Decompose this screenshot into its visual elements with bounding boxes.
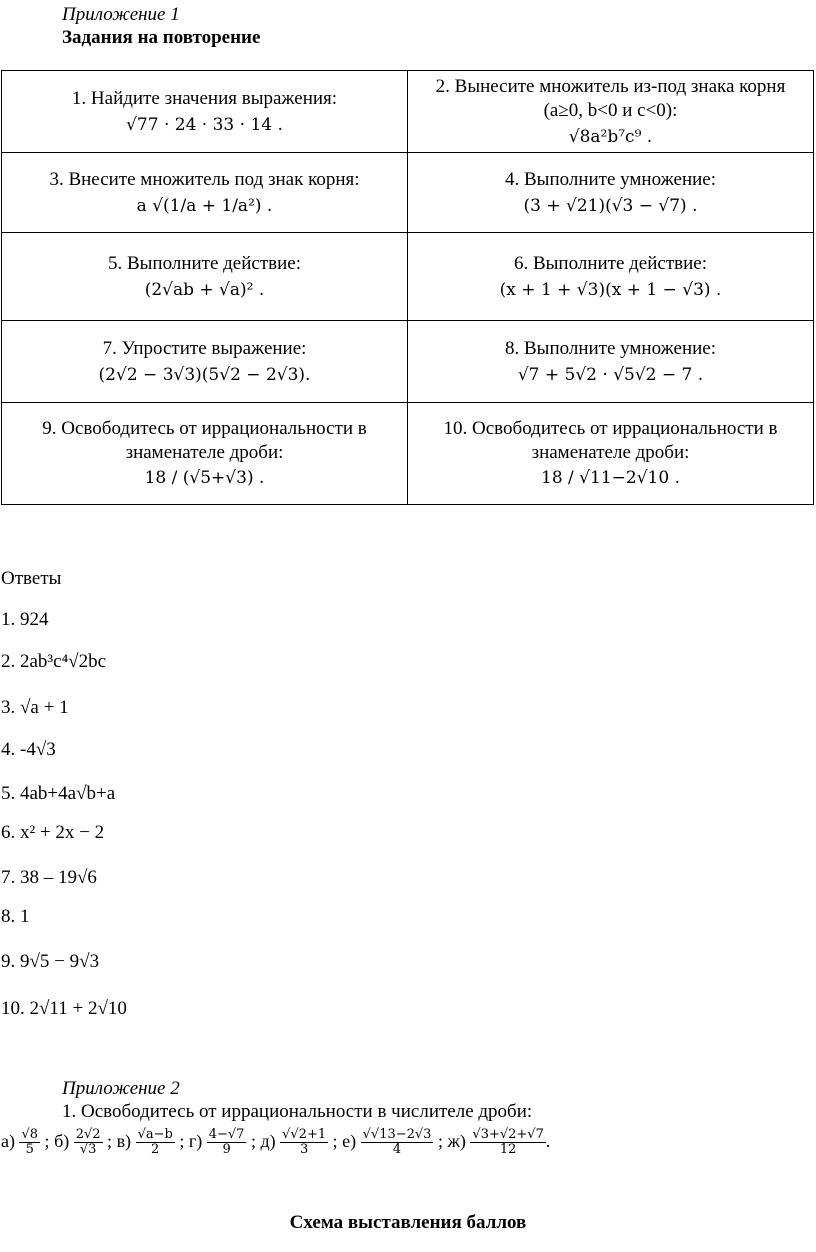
item-label: ж): [447, 1130, 466, 1151]
numerator: √3+√2+√7: [472, 1127, 544, 1142]
item-label: б): [54, 1130, 70, 1151]
answer-item: 2. 2ab³c⁴√2bc: [1, 651, 107, 672]
item-label: д): [260, 1130, 276, 1151]
task-formula: a √(1/a + 1/a²) .: [136, 195, 273, 216]
denominator: 9: [222, 1142, 231, 1158]
task-formula: 18 / √11−2√10 .: [541, 468, 680, 489]
fraction-item-a: [1, 1127, 50, 1158]
fraction-item-zh: [447, 1127, 551, 1158]
appendix-1-title: Приложение 1: [62, 4, 180, 25]
item-label: г): [188, 1130, 203, 1151]
fraction: [136, 1128, 175, 1158]
answer-item: 5. 4ab+4a√b+a: [1, 783, 116, 804]
fraction: [280, 1128, 328, 1158]
task-text: 9. Освободитесь от иррациональности в знаменателе дроби:: [42, 417, 367, 463]
fraction-item-d: [260, 1127, 338, 1158]
item-label: в): [116, 1130, 132, 1151]
task-cell-8: [408, 320, 814, 402]
numerator: √√13−2√3: [362, 1127, 432, 1142]
tasks-table: [1, 70, 814, 505]
task-cell-9: [2, 402, 408, 504]
task-text: 10. Освободитесь от иррациональности в знаменателе дроби:: [443, 417, 778, 463]
separator: ;: [179, 1130, 185, 1151]
numerator: √a−b: [137, 1127, 173, 1142]
task-formula: (3 + √21)(√3 − √7) .: [523, 195, 698, 216]
task-text: 5. Выполните действие:: [107, 252, 301, 274]
task-formula: (x + 1 + √3)(x + 1 − √3) .: [499, 279, 722, 300]
answer-item: 3. √a + 1: [1, 697, 69, 718]
task-formula: (2√2 − 3√3)(5√2 − 2√3).: [98, 364, 311, 385]
numerator: 2√2: [75, 1127, 101, 1142]
answer-item: 9. 9√5 − 9√3: [1, 951, 100, 972]
task-cell-10: [408, 402, 814, 504]
task-formula: (2√ab + √a)² .: [144, 279, 265, 300]
answer-item: 1. 924: [1, 609, 49, 630]
task-formula: 18 / (√5+√3) .: [144, 468, 265, 489]
task-formula: √77 · 24 · 33 · 14 .: [126, 114, 283, 135]
item-label: е): [342, 1130, 357, 1151]
separator: ;: [107, 1130, 113, 1151]
fraction-item-b: [54, 1127, 113, 1158]
task-cell-2: [408, 71, 814, 153]
numerator: √√2+1: [282, 1127, 327, 1142]
denominator: 5: [25, 1142, 34, 1158]
task-text: 4. Выполните умножение:: [505, 168, 716, 190]
answer-item: 8. 1: [1, 906, 30, 927]
task-text: 7. Упростите выражение:: [102, 337, 307, 359]
denominator: 4: [392, 1142, 402, 1158]
task-formula: √7 + 5√2 · √5√2 − 7 .: [517, 364, 704, 385]
separator: ;: [332, 1130, 338, 1151]
answer-item: 4. -4√3: [1, 739, 56, 760]
denominator: 3: [299, 1142, 309, 1158]
fraction-item-g: [188, 1127, 256, 1158]
task-text: 3. Внесите множитель под знак корня:: [49, 168, 360, 190]
separator: ;: [44, 1130, 50, 1151]
task-cell-3: [2, 152, 408, 232]
appendix-2-title: Приложение 2: [62, 1078, 180, 1099]
fraction-item-e: [342, 1127, 443, 1158]
task-cell-7: [2, 320, 408, 402]
denominator: 12: [499, 1142, 517, 1158]
task-formula: √8a²b⁷c⁹ .: [568, 126, 653, 147]
numerator: √8: [21, 1127, 39, 1142]
answer-item: 6. x² + 2x − 2: [1, 822, 105, 843]
fraction-item-v: [116, 1127, 185, 1158]
denominator: √3: [79, 1142, 97, 1158]
fraction: [207, 1128, 247, 1158]
fraction: [19, 1128, 40, 1158]
task-cell-1: [2, 71, 408, 153]
section-subtitle: Задания на повторение: [62, 27, 261, 48]
task-text: 2. Вынесите множитель из-под знака корня (a≥0, b<0 и c<0):: [435, 76, 786, 121]
scoring-scheme-title: Схема выставления баллов: [289, 1212, 527, 1233]
answers-title: Ответы: [1, 568, 62, 589]
separator: .: [545, 1130, 551, 1151]
task-text: 6. Выполните действие:: [513, 252, 707, 274]
answer-item: 7. 38 – 19√6: [1, 867, 97, 888]
task-cell-4: [408, 152, 814, 232]
task-cell-6: [408, 232, 814, 320]
fraction: [470, 1128, 545, 1158]
item-label: а): [1, 1130, 15, 1151]
separator: ;: [250, 1130, 256, 1151]
task-text: 8. Выполните умножение:: [505, 337, 716, 359]
appendix-2-fractions: [1, 1128, 550, 1158]
appendix-2-task: 1. Освободитесь от иррациональности в числителе дроби:: [62, 1101, 533, 1122]
denominator: 2: [151, 1142, 160, 1158]
task-text: 1. Найдите значения выражения:: [71, 87, 338, 109]
fraction: [74, 1128, 103, 1158]
fraction: [361, 1128, 434, 1158]
task-cell-5: [2, 232, 408, 320]
answer-item: 10. 2√11 + 2√10: [1, 998, 127, 1019]
separator: ;: [437, 1130, 443, 1151]
numerator: 4−√7: [208, 1127, 245, 1142]
